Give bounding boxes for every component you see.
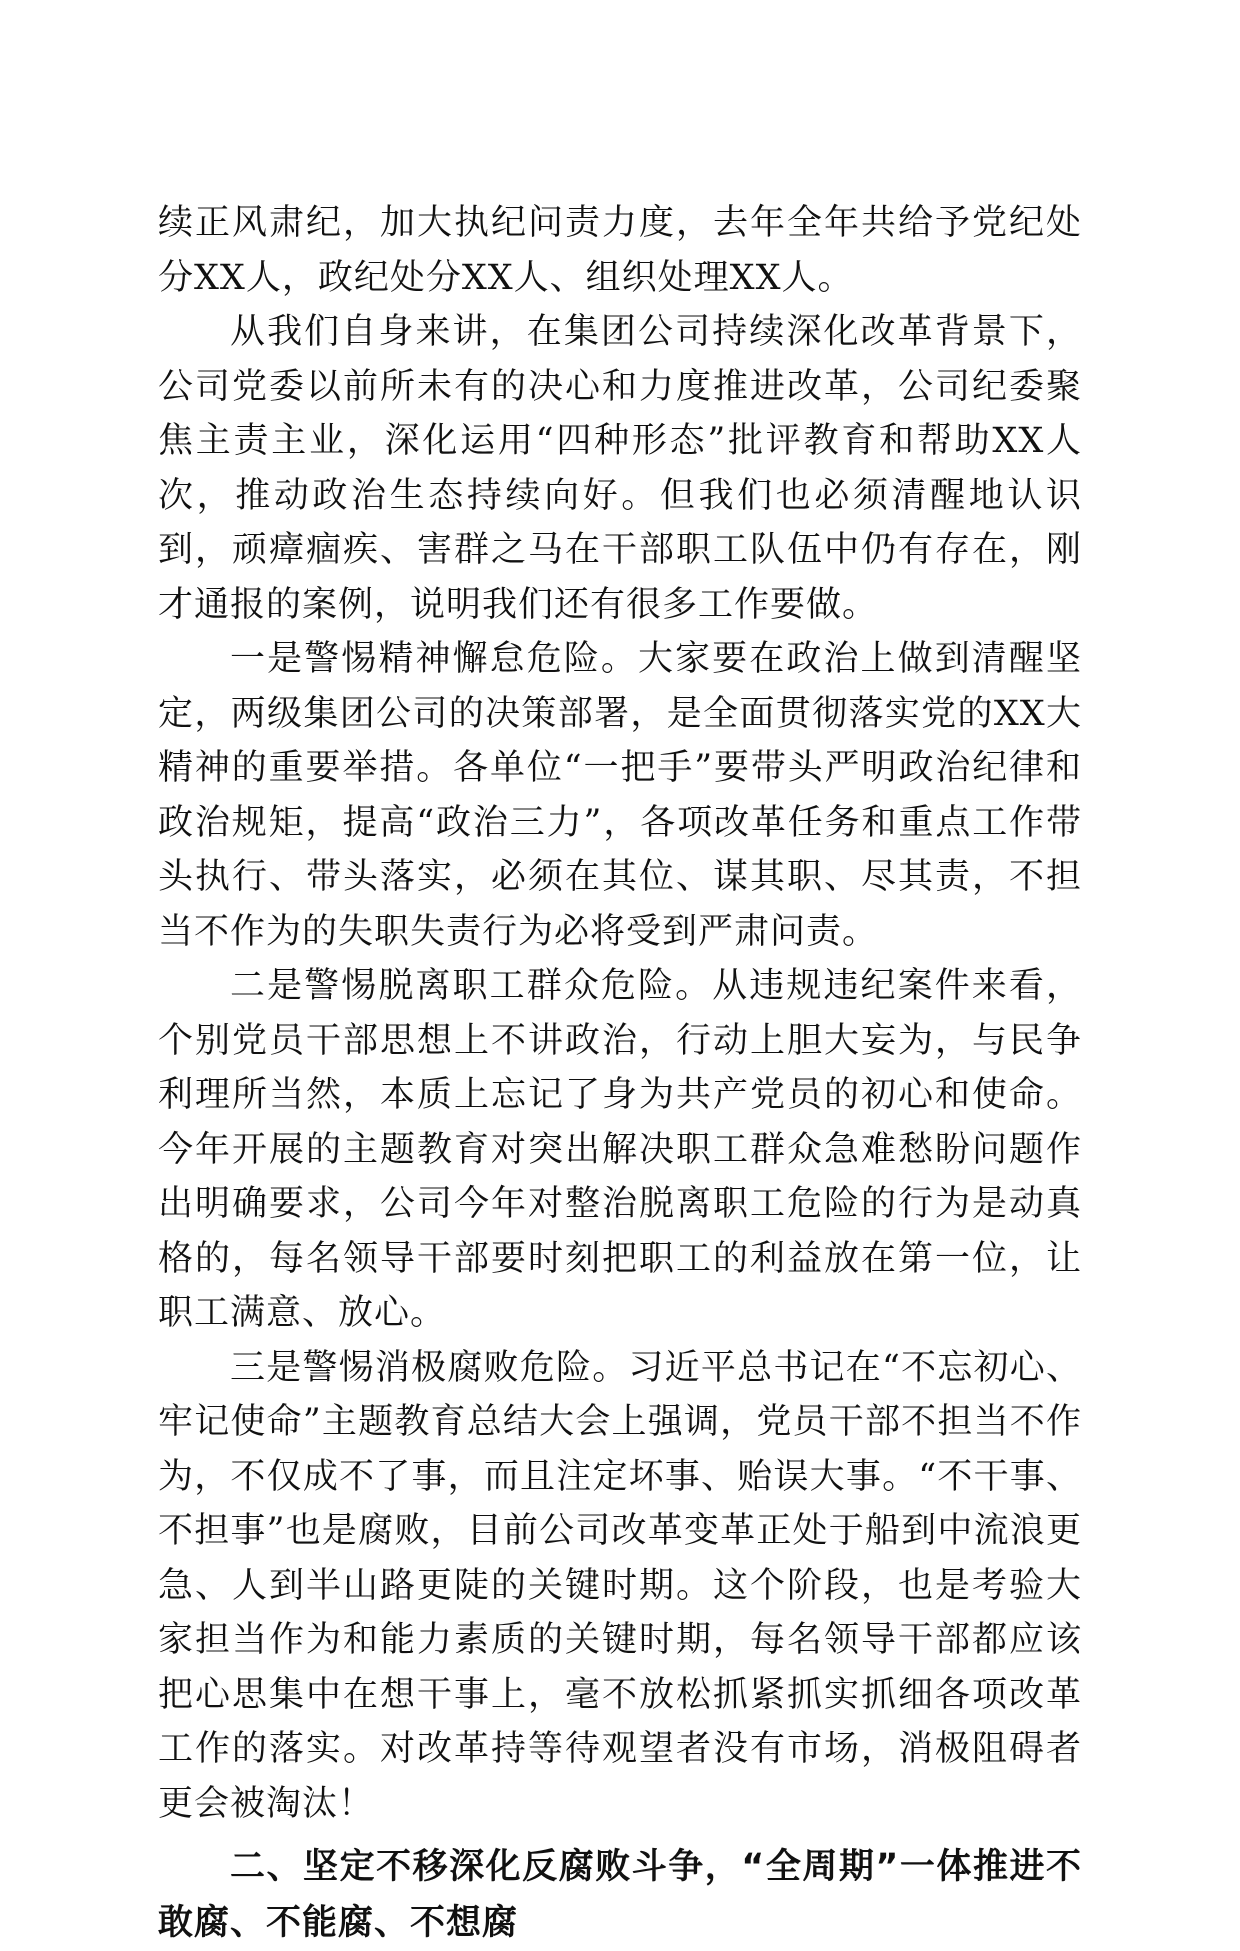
document-page — [158, 196, 1082, 1951]
section-heading: 二、坚定不移深化反腐败斗争，“全周期”一体推进不敢腐、不能腐、不想腐 — [158, 1847, 1082, 1943]
paragraph-point-two: 二是警惕脱离职工群众危险。从违规违纪案件来看，个别党员干部思想上不讲政治，行动上胆大妄为，与民争利理所当然，本质上忘记了身为共产党员的初心和使命。今年开展的主题教育对突出解决职工群众急难愁盼问题作出明确要求，公司今年对整治脱离职工危险的行为是动真格的，每名领导干部要时刻把职工的利益放在第一位，让职工满意、放心。 — [158, 966, 1082, 1333]
paragraph-point-one: 一是警惕精神懈怠危险。大家要在政治上做到清醒坚定，两级集团公司的决策部署，是全面贯彻落实党的XX大精神的重要举措。各单位“一把手”要带头严明政治纪律和政治规矩，提高“政治三力”，各项改革任务和重点工作带头执行、带头落实，必须在其位、谋其职、尽其责，不担当不作为的失职失责行为必将受到严肃问责。 — [158, 639, 1082, 952]
paragraph-point-three: 三是警惕消极腐败危险。习近平总书记在“不忘初心、牢记使命”主题教育总结大会上强调，党员干部不担当不作为，不仅成不了事，而且注定坏事、贻误大事。“不干事、不担事”也是腐败，目前公司改革变革正处于船到中流浪更急、人到半山路更陡的关键时期。这个阶段，也是考验大家担当作为和能力素质的关键时期，每名领导干部都应该把心思集中在想干事上，毫不放松抓紧抓实抓细各项改革工作的落实。对改革持等待观望者没有市场，消极阻碍者更会被淘汰！ — [158, 1347, 1082, 1824]
paragraph-self-assessment: 从我们自身来讲，在集团公司持续深化改革背景下，公司党委以前所未有的决心和力度推进改革，公司纪委聚焦主责主业，深化运用“四种形态”批评教育和帮助XX人次，推动政治生态持续向好。但我们也必须清醒地认识到，顽瘴痼疾、害群之马在干部职工队伍中仍有存在，刚才通报的案例，说明我们还有很多工作要做。 — [158, 312, 1082, 625]
paragraph-continuation: 续正风肃纪，加大执纪问责力度，去年全年共给予党纪处分XX人，政纪处分XX人、组织处理XX人。 — [158, 203, 1082, 298]
